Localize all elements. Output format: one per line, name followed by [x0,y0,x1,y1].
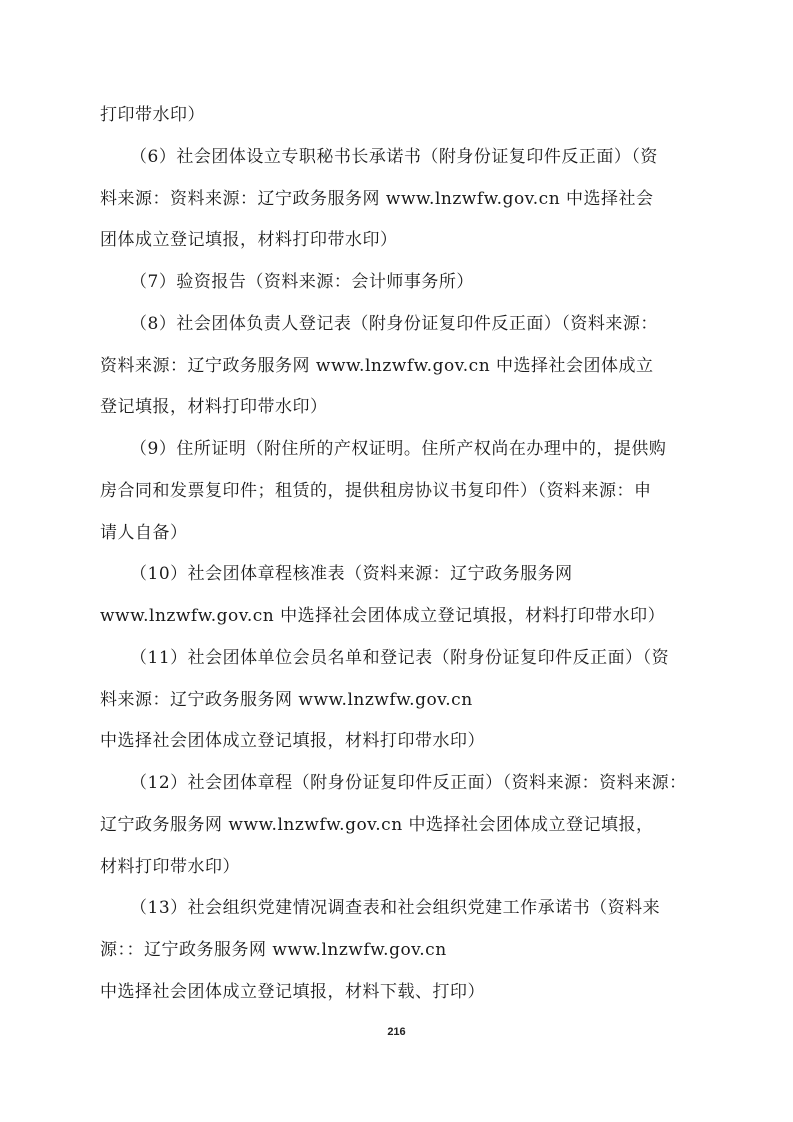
text-line: www.lnzwfw.gov.cn 中选择社会团体成立登记填报，材料打印带水印） [100,606,666,626]
text-line: 房合同和发票复印件；租赁的，提供租房协议书复印件）（资料来源：申 [100,481,652,501]
text-line: （11）社会团体单位会员名单和登记表（附身份证复印件反正面）（资 [130,648,670,668]
text-line: （12）社会团体章程（附身份证复印件反正面）（资料来源：资料来源： [130,773,687,793]
text-line: （6）社会团体设立专职秘书长承诺书（附身份证复印件反正面）（资 [130,147,658,167]
text-line: 请人自备） [100,523,188,543]
text-line: 登记填报，材料打印带水印） [100,397,328,417]
text-line: 材料打印带水印） [100,857,240,877]
text-line: （10）社会团体章程核准表（资料来源：辽宁政务服务网 [130,564,573,584]
text-line: 源：：辽宁政务服务网 www.lnzwfw.gov.cn [100,940,447,960]
text-line: 资料来源：辽宁政务服务网 www.lnzwfw.gov.cn 中选择社会团体成立 [100,356,654,376]
text-line: （7）验资报告（资料来源：会计师事务所） [130,272,474,292]
text-line: （9）住所证明（附住所的产权证明。住所产权尚在办理中的，提供购 [130,439,667,459]
text-line: 料来源：资料来源：辽宁政务服务网 www.lnzwfw.gov.cn 中选择社会 [100,189,654,209]
text-line: 打印带水印） [100,105,205,125]
text-line: 中选择社会团体成立登记填报，材料下载、打印） [100,982,485,1002]
text-line: （8）社会团体负责人登记表（附身份证复印件反正面）（资料来源： [130,314,658,334]
text-line: （13）社会组织党建情况调查表和社会组织党建工作承诺书（资料来 [130,898,661,918]
text-line: 料来源：辽宁政务服务网 www.lnzwfw.gov.cn [100,690,473,710]
page-number: 216 [387,1026,406,1038]
text-line: 辽宁政务服务网 www.lnzwfw.gov.cn 中选择社会团体成立登记填报， [100,815,654,835]
text-line: 团体成立登记填报，材料打印带水印） [100,230,398,250]
text-line: 中选择社会团体成立登记填报，材料打印带水印） [100,731,485,751]
